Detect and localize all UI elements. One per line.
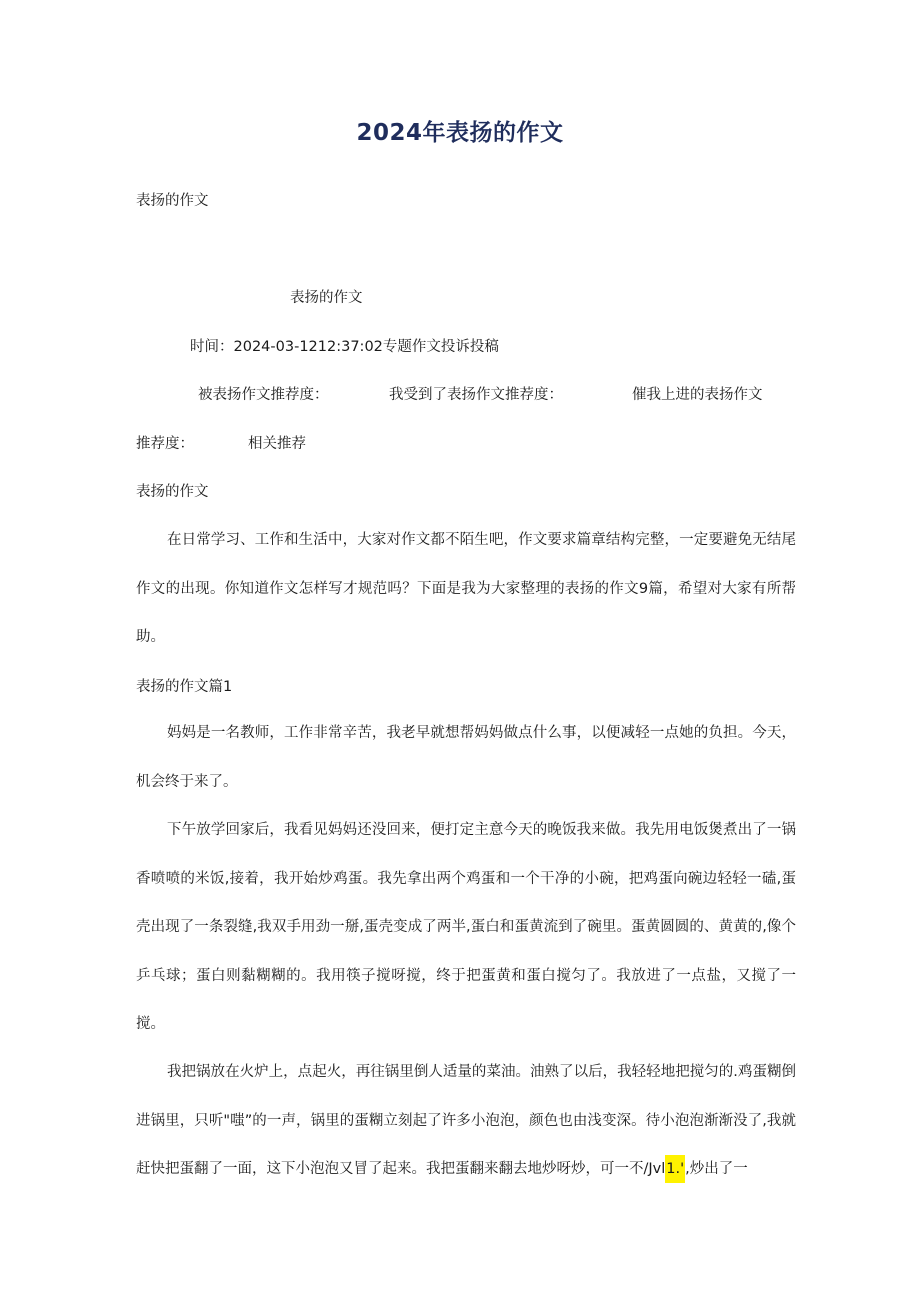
recommend-item-3[interactable]: 催我上进的表扬作文 [632,387,763,403]
intro-paragraph: 在日常学习、工作和生活中，大家对作文都不陌生吧，作文要求篇章结构完整，一定要避免无结尾作文的出现。你知道作文怎样写才规范吗？下面是我为大家整理的表扬的作文9篇，希望对大家有所帮助。 [136,532,796,645]
highlighted-text: 1.' [665,1155,685,1183]
article-1-paragraph-3 [136,1048,796,1194]
document-title: 2024年表扬的作文 [356,120,564,146]
article-1-heading: 表扬的作文篇1 [136,679,233,695]
section-heading: 表扬的作文 [136,484,209,500]
meta-line: 时间：2024-03-1212:37:02专题作文投诉投稿 [190,339,499,355]
article-1-paragraph-1: 妈妈是一名教师，工作非常辛苦，我老早就想帮妈妈做点什么事，以便减轻一点她的负担。今天，机会终于来了。 [136,725,796,790]
recommend-item-1[interactable]: 被表扬作文推荐度： [198,387,329,403]
center-title: 表扬的作文 [290,290,363,306]
subtitle: 表扬的作文 [136,193,209,209]
recommend-item-2[interactable]: 我受到了表扬作文推荐度： [389,387,563,403]
paragraph-3-text: 我把锅放在火炉上，点起火，再往锅里倒人适量的菜油。油熟了以后，我轻轻地把搅匀的.鸡蛋糊倒进锅里，只听"嗤”的一声，锅里的蛋糊立刻起了许多小泡泡，颜色也由浅变深。待小泡泡渐渐没了,我就赶快把蛋翻了一面，这下小泡泡又冒了起来。我把蛋翻来翻去地炒呀炒，可一不/Jvl [136,1064,796,1177]
article-1-paragraph-2: 下午放学回家后，我看见妈妈还没回来，便打定主意今天的晚饭我来做。我先用电饭煲煮出了一锅香喷喷的米饭,接着，我开始炒鸡蛋。我先拿出两个鸡蛋和一个干净的小碗，把鸡蛋向碗边轻轻一磕,蛋壳出现了一条裂缝,我双手用劲一掰,蛋壳变成了两半,蛋白和蛋黄流到了碗里。蛋黄圆圆的、黄黄的,像个乒乓球；蛋白则黏糊糊的。我用筷子搅呀搅，终于把蛋黄和蛋白搅匀了。我放进了一点盐，又搅了一搅。 [136,822,796,1032]
related-recommend-link[interactable]: 相关推荐 [248,436,306,452]
recommend-item-3-rating: 推荐度： [136,436,194,452]
paragraph-3-tail: ,炒出了一 [685,1161,748,1177]
